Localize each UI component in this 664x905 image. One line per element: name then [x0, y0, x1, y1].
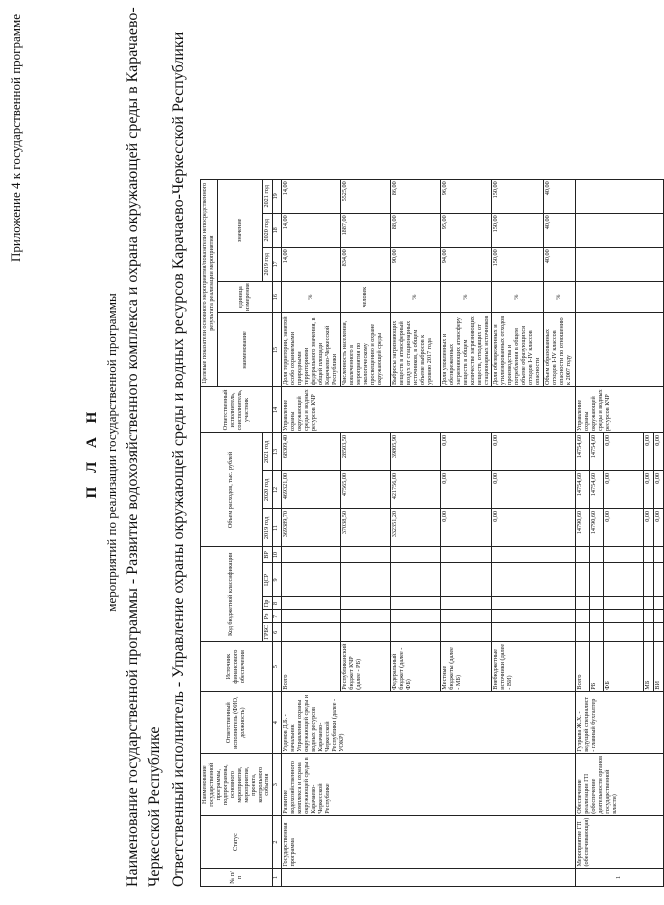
- column-number: 5: [273, 642, 282, 692]
- amount-2019: 332351,20: [390, 509, 440, 547]
- indicator-2021: 96,00: [440, 179, 492, 213]
- indicator-name: Численность населения, вовлеченного в мероприятия по экологическому просвещению и охране окружающей среды: [340, 313, 390, 387]
- amount-2019: 14790,60: [590, 509, 604, 547]
- indicator-unit: %: [282, 281, 341, 313]
- program-name-line-1: Наименование государственной программы - Развитие водохозяйственного комплекса и охрана окружающей среды в Карачаево-: [124, 7, 141, 887]
- indicator-name: Доля уловленных и обезвреженных загрязняющих атмосферу веществ в общем количестве загрязняющих веществ, отходящих от стационарных источников: [440, 313, 492, 387]
- th-budget-classification: Код бюджетной классификации: [201, 547, 263, 642]
- code-cell: [282, 597, 341, 610]
- plan-subtitle: мероприятий по реализации государственной программы: [104, 293, 119, 612]
- program-responsible: Узденов Д.Б. - начальник Управления охраны окружающей среды и водных ресурсов Карачаево-Черкесской Республики (далее - УОКР): [282, 692, 576, 754]
- amount-2019: 0,00: [604, 509, 644, 547]
- code-cell: [644, 623, 654, 642]
- indicator-unit: человек: [340, 281, 390, 313]
- code-cell: [590, 547, 604, 563]
- indicator-2021: 86,00: [390, 179, 440, 213]
- amount-2019: 0,00: [492, 509, 576, 547]
- column-number: 3: [273, 754, 282, 816]
- measure-co-executor: Управление охраны окружающей среды и водных ресурсов КЧР: [576, 387, 664, 433]
- amount-2021: 0,00: [644, 433, 654, 471]
- code-cell: [590, 563, 604, 597]
- amount-2020: 14754,60: [576, 471, 590, 509]
- code-cell: [340, 610, 390, 623]
- amount-2019: 14790,60: [576, 509, 590, 547]
- amount-2019: 0,00: [654, 509, 664, 547]
- code-cell: [340, 547, 390, 563]
- th-source: Источник финансового обеспечения: [201, 642, 273, 692]
- program-name: Развитие водохозяйственного комплекса и охрана окружающей среды в Карачаево-Черкесской Республике: [282, 754, 576, 816]
- indicator-unit: %: [544, 281, 576, 313]
- amount-2021: 0,00: [654, 433, 664, 471]
- code-cell: [390, 610, 440, 623]
- column-number-row: [273, 179, 282, 886]
- measure-name: Обеспечение реализации ГП (обеспечение деятельности органов государственной власти): [576, 754, 664, 816]
- code-cell: [340, 563, 390, 597]
- code-cell: [604, 547, 644, 563]
- column-number: 10: [273, 547, 282, 563]
- amount-2019: 37038,50: [340, 509, 390, 547]
- indicator-name: Доля территории, занятой особо охраняемыми природными территориями федерального значения, в общей площади Карачаево-Черкесской Республики: [282, 313, 341, 387]
- source-name: Федеральный бюджет (далее - ФБ): [390, 642, 440, 692]
- code-cell: [282, 610, 341, 623]
- indicator-2021: 40,00: [544, 179, 576, 213]
- column-number: 9: [273, 563, 282, 597]
- code-cell: [654, 547, 664, 563]
- amount-2020: 14754,60: [590, 471, 604, 509]
- th-responsible: Ответственный исполнитель (ФИО, должность): [201, 692, 273, 754]
- amount-2020: 0,00: [440, 471, 492, 509]
- code-cell: [604, 597, 644, 610]
- plan-table: [200, 179, 664, 887]
- column-number: 19: [273, 179, 282, 213]
- amount-2020: 421756,00: [390, 471, 440, 509]
- th-year-2021: 2021 год: [263, 433, 273, 471]
- th-volume: Объем расходов, тыс. рублей: [201, 433, 263, 547]
- source-name: Внебюджетные источники (далее - ВИ): [492, 642, 576, 692]
- indicator-unit: %: [492, 281, 544, 313]
- th-vr: ВР: [263, 547, 273, 563]
- source-name: РБ: [590, 642, 604, 692]
- program-status: Государственная программа: [282, 816, 576, 869]
- amount-2020: 0,00: [654, 471, 664, 509]
- amount-2021: 0,00: [492, 433, 576, 471]
- source-name: ВИ: [654, 642, 664, 692]
- th-year-2020: 2020 год: [263, 471, 273, 509]
- code-cell: [644, 547, 654, 563]
- code-cell: [590, 623, 604, 642]
- amount-2020: 469321,00: [282, 471, 341, 509]
- source-name: Республиканский бюджет КЧР (далее - РБ): [340, 642, 390, 692]
- code-cell: [576, 597, 590, 610]
- code-cell: [644, 563, 654, 597]
- indicator-2019: [576, 247, 664, 281]
- amount-2020: 0,00: [492, 471, 576, 509]
- code-cell: [440, 610, 492, 623]
- amount-2021: 14754,60: [590, 433, 604, 471]
- source-name: МБ: [644, 642, 654, 692]
- indicator-2021: 150,00: [492, 179, 544, 213]
- program-row: [282, 179, 341, 886]
- code-cell: [390, 563, 440, 597]
- column-number: 17: [273, 247, 282, 281]
- column-number: 2: [273, 816, 282, 869]
- code-cell: [654, 563, 664, 597]
- column-number: 1: [273, 869, 282, 887]
- th-value-2019: 2019 год: [263, 247, 273, 281]
- indicator-name: Доля обезвреженных и утилизированных отходов производства и потребления в общем объеме образующихся отходов I-IV классов опасности: [492, 313, 544, 387]
- code-cell: [604, 563, 644, 597]
- code-cell: [576, 623, 590, 642]
- indicator-name: Объем образованных отходов I-IV классов опасности по отношению к 2007 году: [544, 313, 576, 387]
- code-cell: [654, 610, 664, 623]
- code-cell: [282, 547, 341, 563]
- code-cell: [492, 623, 576, 642]
- indicator-2020: 40,00: [544, 213, 576, 247]
- th-indicator-name: наименование: [217, 313, 273, 387]
- program-num: [282, 869, 576, 887]
- measure-status: Мероприятие ГП (обеспечивающая): [576, 816, 664, 869]
- indicator-2019: 14,00: [282, 247, 341, 281]
- th-value: значение: [217, 179, 263, 281]
- column-number: 16: [273, 281, 282, 313]
- code-cell: [390, 547, 440, 563]
- amount-2021: 28503,50: [340, 433, 390, 471]
- amount-2021: 68309,40: [282, 433, 341, 471]
- code-cell: [576, 547, 590, 563]
- measure-row: [576, 179, 590, 886]
- code-cell: [590, 610, 604, 623]
- column-number: 12: [273, 471, 282, 509]
- appendix-note: Приложение 4 к государственной программе: [8, 14, 23, 263]
- amount-2020: 47565,00: [340, 471, 390, 509]
- th-rz: Рз: [263, 610, 273, 623]
- code-cell: [440, 597, 492, 610]
- code-cell: [590, 597, 604, 610]
- th-year-2019: 2019 год: [263, 509, 273, 547]
- th-num: № п/п: [201, 869, 273, 887]
- code-cell: [282, 563, 341, 597]
- indicator-2020: 150,00: [492, 213, 544, 247]
- th-status: Статус: [201, 816, 273, 869]
- amount-2021: 0,00: [604, 433, 644, 471]
- code-cell: [654, 623, 664, 642]
- header-row-1: [201, 179, 218, 886]
- code-cell: [440, 547, 492, 563]
- code-cell: [576, 563, 590, 597]
- amount-2021: 0,00: [440, 433, 492, 471]
- indicator-2020: 1887,00: [340, 213, 390, 247]
- code-cell: [644, 610, 654, 623]
- indicator-2020: 88,00: [390, 213, 440, 247]
- code-cell: [440, 623, 492, 642]
- column-number: 18: [273, 213, 282, 247]
- code-cell: [282, 623, 341, 642]
- th-unit: единица измерения: [217, 281, 273, 313]
- column-number: 6: [273, 623, 282, 642]
- code-cell: [492, 563, 576, 597]
- code-cell: [340, 597, 390, 610]
- code-cell: [390, 623, 440, 642]
- plan-title: П Л А Н: [84, 406, 100, 499]
- th-value-2020: 2020 год: [263, 213, 273, 247]
- amount-2021: 14754,60: [576, 433, 590, 471]
- code-cell: [492, 597, 576, 610]
- column-number: 7: [273, 610, 282, 623]
- code-cell: [492, 610, 576, 623]
- indicator-unit: %: [390, 281, 440, 313]
- column-number: 8: [273, 597, 282, 610]
- column-number: 15: [273, 313, 282, 387]
- program-co-executor: Управление охраны окружающей среды и водных ресурсов КЧР: [282, 387, 576, 433]
- amount-2020: 0,00: [644, 471, 654, 509]
- column-number: 11: [273, 509, 282, 547]
- amount-2021: 39805,90: [390, 433, 440, 471]
- th-pr: Пр: [263, 597, 273, 610]
- indicator-2020: 14,00: [282, 213, 341, 247]
- source-name: Всего: [282, 642, 341, 692]
- program-name-line-2: Черкесской Республике: [146, 726, 163, 887]
- indicator-2021: 5525,00: [340, 179, 390, 213]
- indicator-2021: 14,00: [282, 179, 341, 213]
- indicator-unit: [576, 281, 664, 313]
- indicator-2019: 94,00: [440, 247, 492, 281]
- source-name: ФБ: [604, 642, 644, 692]
- th-name: Наименование государственной программы, подпрограммы, основного мероприятия, мероприятия, проекта, контрольного события: [201, 754, 273, 816]
- indicator-2019: 40,00: [544, 247, 576, 281]
- source-name: Местные бюджеты (далее - МБ): [440, 642, 492, 692]
- column-number: 4: [273, 692, 282, 754]
- code-cell: [340, 623, 390, 642]
- indicator-name: [576, 313, 664, 387]
- code-cell: [604, 623, 644, 642]
- indicator-2020: 95,00: [440, 213, 492, 247]
- th-indicators: Целевые показатели основного мероприятия/показатели непосредственного результата реализации мероприятия: [201, 179, 218, 387]
- column-number: 14: [273, 387, 282, 433]
- code-cell: [604, 610, 644, 623]
- amount-2019: 0,00: [440, 509, 492, 547]
- code-cell: [492, 547, 576, 563]
- indicator-2019: 834,00: [340, 247, 390, 281]
- indicator-2019: 90,00: [390, 247, 440, 281]
- code-cell: [654, 597, 664, 610]
- amount-2019: 369389,70: [282, 509, 341, 547]
- indicator-2019: 150,00: [492, 247, 544, 281]
- measure-num: 1: [576, 869, 664, 887]
- code-cell: [576, 610, 590, 623]
- indicator-2021: [576, 179, 664, 213]
- th-grbs: ГРБС: [263, 623, 273, 642]
- th-value-2021: 2021 год: [263, 179, 273, 213]
- indicator-unit: %: [440, 281, 492, 313]
- responsible-executor-line: Ответственный исполнитель - Управление охраны окружающей среды и водных ресурсов Карачаево-Черкесской Республики: [170, 31, 187, 887]
- code-cell: [390, 597, 440, 610]
- th-csr: ЦСР: [263, 563, 273, 597]
- indicator-2020: [576, 213, 664, 247]
- source-name: Всего: [576, 642, 590, 692]
- indicator-name: Выбросы загрязняющих веществ в атмосферный воздух от стационарных источников, в общем объеме выбросов к уровню 2017 года: [390, 313, 440, 387]
- code-cell: [644, 597, 654, 610]
- measure-responsible: Гуэрыва Ж.Х. - ведущий специалист - главный бухгалтер: [576, 692, 664, 754]
- code-cell: [440, 563, 492, 597]
- amount-2020: 0,00: [604, 471, 644, 509]
- th-co-executor: Ответственный исполнитель, соисполнитель, участник: [201, 387, 273, 433]
- column-number: 13: [273, 433, 282, 471]
- amount-2019: 0,00: [644, 509, 654, 547]
